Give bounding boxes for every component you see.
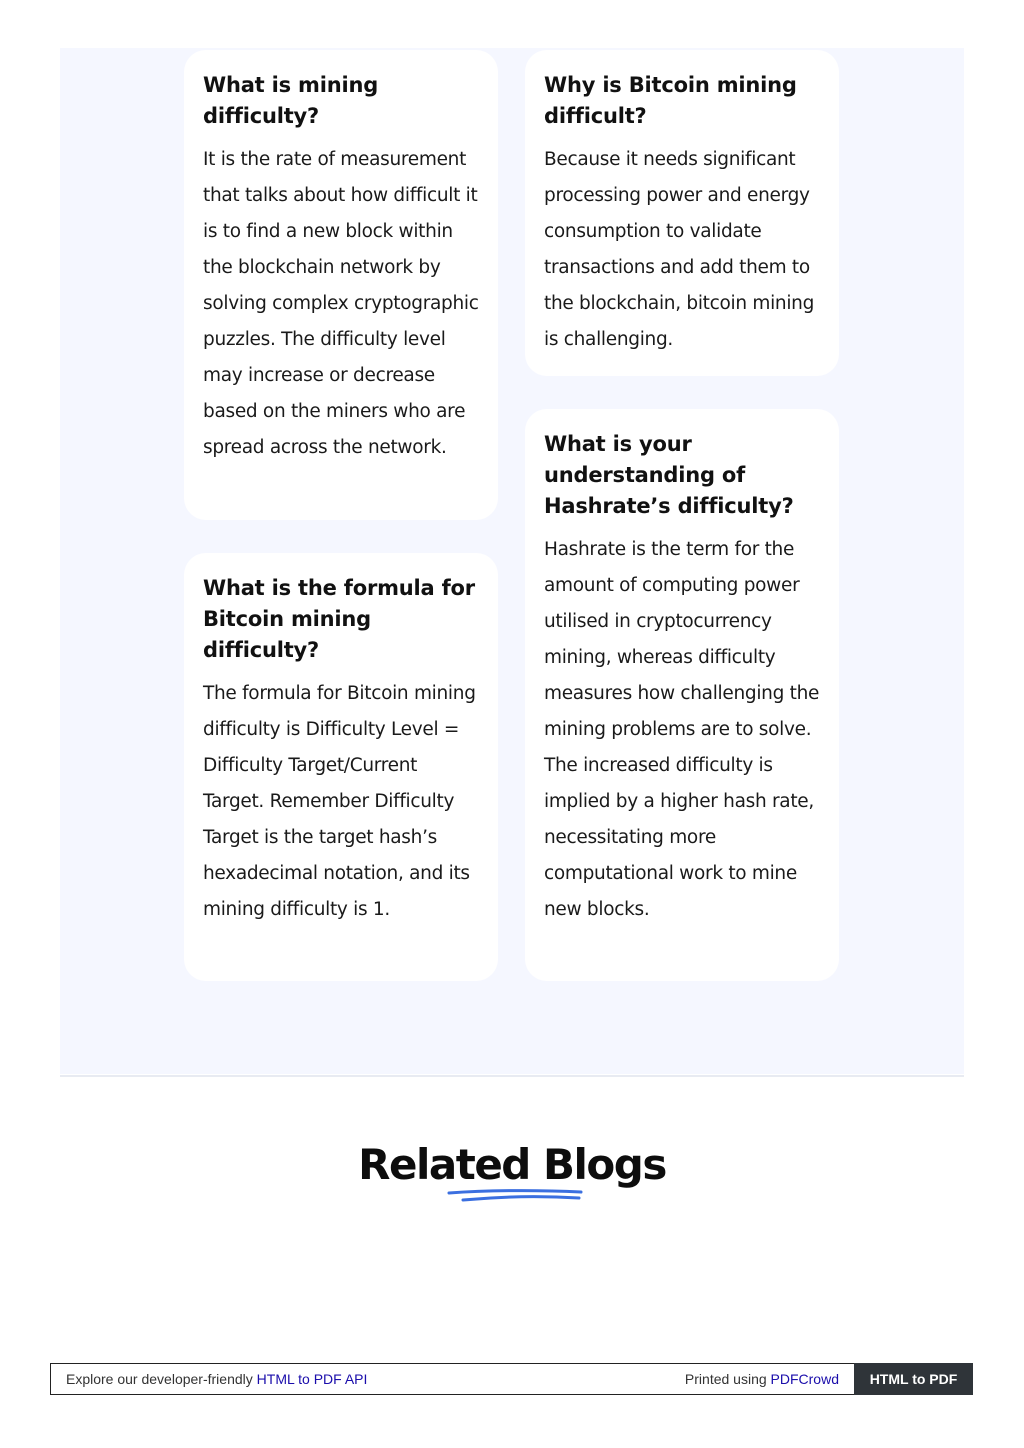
faq-answer: Because it needs significant processing power and energy consumption to validate transactions and add them to the blockchain, bitcoin mining is challenging. xyxy=(544,149,815,350)
html-to-pdf-api-link[interactable]: HTML to PDF API xyxy=(256,1371,368,1387)
faq-question: Why is Bitcoin mining difficult? xyxy=(544,73,797,128)
faq-card-hashrate-difficulty xyxy=(525,409,839,981)
faq-question: What is the formula for Bitcoin mining difficulty? xyxy=(203,576,475,662)
faq-card-why-difficult xyxy=(525,50,839,376)
section-divider xyxy=(60,1075,964,1077)
faq-question: What is your understanding of Hashrate’s difficulty? xyxy=(544,432,794,518)
html-to-pdf-badge-button[interactable]: HTML to PDF xyxy=(854,1363,973,1395)
pdfcrowd-footer xyxy=(50,1363,973,1395)
footer-printed-using xyxy=(685,1371,839,1387)
footer-promo-text: Explore our developer-friendly xyxy=(66,1371,257,1387)
faq-answer: Hashrate is the term for the amount of computing power utilised in cryptocurrency mining, whereas difficulty measures how challenging the mining problems are to solve. The increased difficulty is implied by a higher hash rate, necessitating more computational work to mine new blocks. xyxy=(544,539,820,920)
related-blogs-heading: Related Blogs xyxy=(358,1140,666,1189)
pdfcrowd-link[interactable]: PDFCrowd xyxy=(770,1371,839,1387)
faq-card-mining-difficulty xyxy=(184,50,498,520)
faq-answer: It is the rate of measurement that talks about how difficult it is to find a new block within the blockchain network by solving complex cryptographic puzzles. The difficulty level may increase or decrease based on the miners who are spread across the network. xyxy=(203,149,479,458)
faq-card-difficulty-formula xyxy=(184,553,498,981)
heading-underline-decoration xyxy=(445,1187,585,1207)
faq-answer: The formula for Bitcoin mining difficulty is Difficulty Level = Difficulty Target/Current Target. Remember Difficulty Target is the target hash’s hexadecimal notation, and its mining difficulty is 1. xyxy=(203,683,476,920)
footer-promo xyxy=(66,1371,367,1387)
faq-question: What is mining difficulty? xyxy=(203,73,379,128)
footer-printed-text: Printed using xyxy=(684,1371,771,1387)
